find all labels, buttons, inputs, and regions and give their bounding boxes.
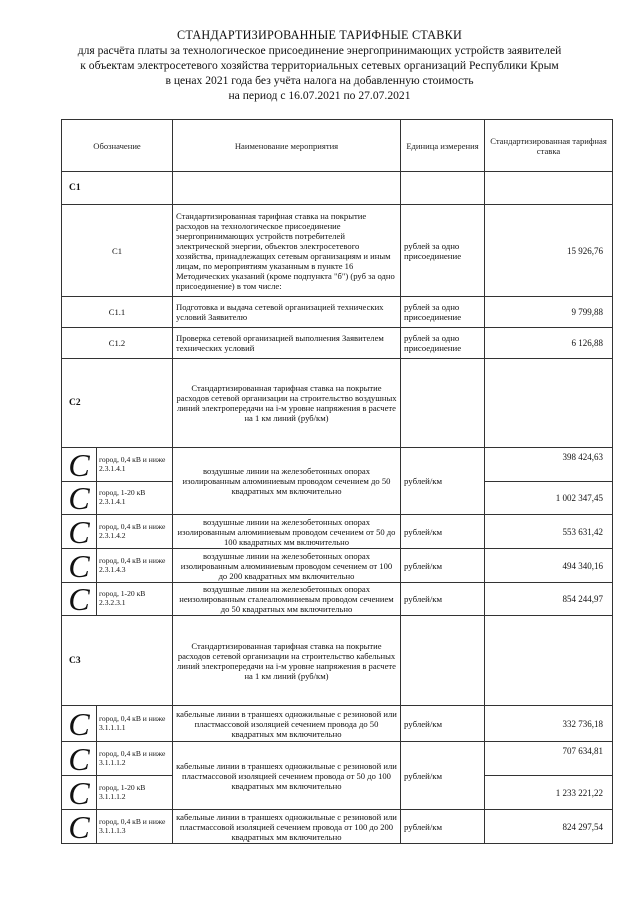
section-c2-code: С2 bbox=[62, 359, 173, 448]
section-c2-row bbox=[62, 359, 613, 448]
row-description: кабельные линии в траншеях одножильные с резиновой или пластмассовой изоляцией сечением провода до 50 квадратных мм включительно bbox=[173, 706, 401, 742]
row-c1-2-description: Проверка сетевой организацией выполнения Заявителем технических условий bbox=[173, 328, 401, 359]
table-row bbox=[62, 549, 613, 583]
row-c1-1-unit: рублей за одно присоединение bbox=[401, 297, 485, 328]
row-value: 1 002 347,45 bbox=[485, 482, 613, 515]
row-unit: рублей/км bbox=[401, 742, 485, 810]
row-value: 854 244,97 bbox=[485, 583, 613, 616]
c-symbol: C bbox=[62, 482, 97, 515]
row-description: воздушные линии на железобетонных опорах изолированным алюминиевым проводом сечением от 100 до 200 квадратных мм включительно bbox=[173, 549, 401, 583]
table-row-c1-2 bbox=[62, 328, 613, 359]
section-c3-row bbox=[62, 616, 613, 706]
row-c1-value: 15 926,76 bbox=[485, 205, 613, 297]
c-symbol: C bbox=[62, 448, 97, 482]
row-unit: рублей/км bbox=[401, 448, 485, 515]
col-header-name: Наименование мероприятия bbox=[173, 120, 401, 172]
row-description: воздушные линии на железобетонных опорах изолированным алюминиевым проводом сечением до 50 квадратных мм включительно bbox=[173, 448, 401, 515]
row-value: 332 736,18 bbox=[485, 706, 613, 742]
row-value: 824 297,54 bbox=[485, 810, 613, 844]
row-subcode: город, 0,4 кВ и ниже 2.3.1.4.3 bbox=[97, 549, 173, 583]
row-c1-label: С1 bbox=[62, 205, 173, 297]
row-unit: рублей/км bbox=[401, 706, 485, 742]
table-row bbox=[62, 515, 613, 549]
row-value: 494 340,16 bbox=[485, 549, 613, 583]
table-row-c1-1 bbox=[62, 297, 613, 328]
header-line-2: к объектам электросетевого хозяйства территориальных сетевых организаций Республики Крым bbox=[80, 59, 559, 72]
row-unit: рублей/км bbox=[401, 583, 485, 616]
row-c1-1-description: Подготовка и выдача сетевой организацией технических условий Заявителю bbox=[173, 297, 401, 328]
c-symbol: C bbox=[62, 810, 97, 844]
c-symbol: C bbox=[62, 583, 97, 616]
section-c3-code: С3 bbox=[62, 616, 173, 706]
row-value: 1 233 221,22 bbox=[485, 776, 613, 810]
row-unit: рублей/км bbox=[401, 549, 485, 583]
row-description: воздушные линии на железобетонных опорах неизолированным сталеалюминиевым проводом сечением до 50 квадратных мм включительно bbox=[173, 583, 401, 616]
table-row bbox=[62, 810, 613, 844]
col-header-designation: Обозначение bbox=[62, 120, 173, 172]
row-subcode: город, 0,4 кВ и ниже 2.3.1.4.1 bbox=[97, 448, 173, 482]
c-symbol: C bbox=[62, 706, 97, 742]
row-value: 398 424,63 bbox=[485, 448, 613, 482]
row-subcode: город, 0,4 кВ и ниже 3.1.1.1.2 bbox=[97, 742, 173, 776]
table-row-c1 bbox=[62, 205, 613, 297]
col-header-unit: Единица измерения bbox=[401, 120, 485, 172]
header-line-4: на период с 16.07.2021 по 27.07.2021 bbox=[228, 89, 411, 102]
row-c1-2-unit: рублей за одно присоединение bbox=[401, 328, 485, 359]
section-c3-description: Стандартизированная тарифная ставка на покрытие расходов сетевой организации на строительство кабельных линий электропередачи на i-м уровне напряжения в расчете на 1 км линий (руб/км) bbox=[173, 616, 401, 706]
col-header-rate: Стандартизированная тарифная ставка bbox=[485, 120, 613, 172]
header-line-3: в ценах 2021 года без учёта налога на добавленную стоимость bbox=[165, 74, 474, 87]
section-c2-description: Стандартизированная тарифная ставка на покрытие расходов сетевой организации на строительство воздушных линий электропередачи на i-м уровне напряжения в расчете на 1 км линий (руб/км) bbox=[173, 359, 401, 448]
row-c1-2-value: 6 126,88 bbox=[485, 328, 613, 359]
row-description: кабельные линии в траншеях одножильные с резиновой или пластмассовой изоляцией сечением провода от 100 до 200 квадратных мм включительно bbox=[173, 810, 401, 844]
c-symbol: C bbox=[62, 776, 97, 810]
row-unit: рублей/км bbox=[401, 515, 485, 549]
table-row bbox=[62, 448, 613, 482]
row-value: 553 631,42 bbox=[485, 515, 613, 549]
row-description: кабельные линии в траншеях одножильные с резиновой или пластмассовой изоляцией сечением провода от 50 до 100 квадратных мм включительно bbox=[173, 742, 401, 810]
table-row bbox=[62, 583, 613, 616]
row-subcode: город, 0,4 кВ и ниже 3.1.1.1.3 bbox=[97, 810, 173, 844]
header-line-1: для расчёта платы за технологическое присоединение энергопринимающих устройств заявителей bbox=[77, 44, 562, 57]
tariff-table bbox=[61, 119, 613, 844]
row-subcode: город, 0,4 кВ и ниже 2.3.1.4.2 bbox=[97, 515, 173, 549]
row-value: 707 634,81 bbox=[485, 742, 613, 776]
row-description: воздушные линии на железобетонных опорах изолированным алюминиевым проводом сечением от 50 до 100 квадратных мм включительно bbox=[173, 515, 401, 549]
table-row bbox=[62, 742, 613, 776]
row-c1-2-label: С1.2 bbox=[62, 328, 173, 359]
row-c1-description: Стандартизированная тарифная ставка на покрытие расходов на технологическое присоединение энергопринимающих устройств потребителей электрической энергии, объектов электросетевого хозяйства, принадлежащих сетевым организациям и иным лицам, по мероприятиям указанным в пункте 16 Методических указаний (кроме подпункта "б") (руб за одно присоединение) в том числе: bbox=[173, 205, 401, 297]
row-unit: рублей/км bbox=[401, 810, 485, 844]
row-subcode: город, 1-20 кВ 2.3.1.4.1 bbox=[97, 482, 173, 515]
document-header bbox=[0, 28, 639, 103]
row-subcode: город, 1-20 кВ 3.1.1.1.2 bbox=[97, 776, 173, 810]
row-subcode: город, 0,4 кВ и ниже 3.1.1.1.1 bbox=[97, 706, 173, 742]
row-c1-1-label: С1.1 bbox=[62, 297, 173, 328]
c-symbol: C bbox=[62, 742, 97, 776]
row-c1-unit: рублей за одно присоединение bbox=[401, 205, 485, 297]
c-symbol: C bbox=[62, 515, 97, 549]
row-subcode: город, 1-20 кВ 2.3.2.3.1 bbox=[97, 583, 173, 616]
table-row bbox=[62, 706, 613, 742]
section-c1-code: С1 bbox=[62, 172, 173, 205]
c-symbol: C bbox=[62, 549, 97, 583]
document-title: СТАНДАРТИЗИРОВАННЫЕ ТАРИФНЫЕ СТАВКИ bbox=[177, 28, 462, 42]
table-header-row bbox=[62, 120, 613, 172]
row-c1-1-value: 9 799,88 bbox=[485, 297, 613, 328]
section-c1-row bbox=[62, 172, 613, 205]
